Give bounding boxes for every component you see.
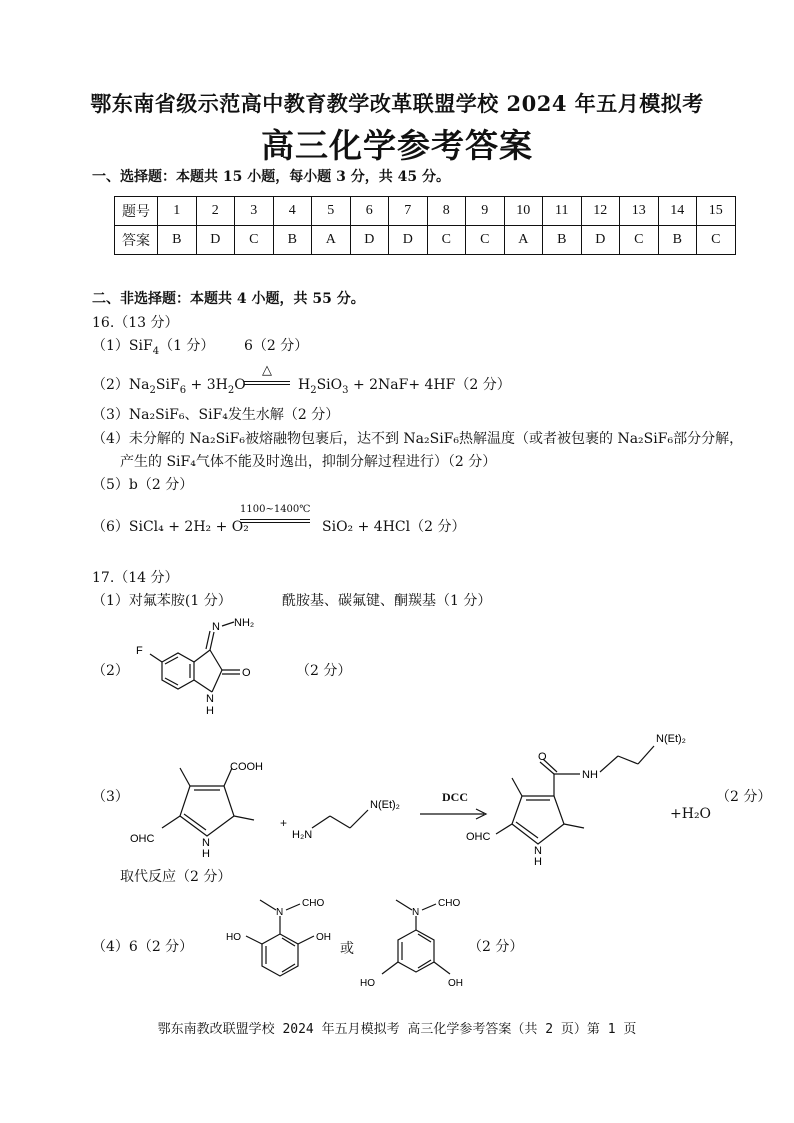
answer-cell: C — [697, 226, 736, 255]
q16-a2-sub2: 6 — [179, 384, 187, 396]
question-number-cell: 7 — [389, 197, 428, 226]
answer-cell: B — [543, 226, 582, 255]
q16-a1-score: （1 分） — [159, 338, 215, 354]
q16-answer-4-line1: （4）未分解的 Na₂SiF₆被熔融物包裹后，达不到 Na₂SiF₆热解温度（或者被包裹的 Na₂SiF₆部分分解， — [92, 431, 744, 447]
structure-product-amide — [460, 726, 700, 870]
isomer1-n-label: N — [276, 907, 284, 918]
q16-a2-prefix: （2）Na — [92, 377, 150, 393]
q17-answer-1-right: 酰胺基、碳氟键、酮羰基（1 分） — [282, 593, 492, 609]
question-number-cell: 3 — [235, 197, 274, 226]
question-number-cell: 10 — [504, 197, 543, 226]
answer-cell: D — [350, 226, 389, 255]
question-number-cell: 11 — [543, 197, 582, 226]
q17-answer-3-score: （2 分） — [716, 789, 772, 805]
q16-a2-right2: SiO — [316, 377, 343, 393]
q17-answer-3-label: （3） — [92, 789, 129, 805]
q16-a2-left3: O — [234, 377, 246, 393]
answer-cell: B — [158, 226, 197, 255]
q16-a2-sub4: 2 — [310, 384, 317, 396]
question-number-row — [115, 197, 736, 226]
answer-cell: B — [273, 226, 312, 255]
q16-title: 16.（13 分） — [92, 315, 179, 331]
answer-cell: A — [312, 226, 351, 255]
product-h-label: H — [534, 856, 542, 866]
q17-answer-4-score: （2 分） — [468, 939, 524, 955]
document-title: 鄂东南省级示范高中教育教学改革联盟学校 2024 年五月模拟考 — [90, 91, 704, 116]
structure-diamine — [290, 780, 410, 854]
q16-a2-sub3: 2 — [227, 384, 235, 396]
q17-answer-4-label: （4）6（2 分） — [92, 939, 194, 955]
question-header-cell: 题号 — [115, 197, 158, 226]
q16-a2-left: SiF — [155, 377, 180, 393]
isomer1-oh-label: OH — [316, 932, 331, 943]
answer-cell: B — [658, 226, 697, 255]
answer-cell: D — [389, 226, 428, 255]
pyrrole-n-label: N — [202, 837, 210, 849]
product-n-label: N — [534, 845, 542, 857]
q16-a2-left2: + 3H — [190, 377, 228, 393]
question-number-cell: 5 — [312, 197, 351, 226]
answer-table — [114, 196, 736, 255]
q17-answer-1-left: （1）对氟苯胺(1 分） — [92, 593, 232, 609]
page-footer: 鄂东南教改联盟学校 2024 年五月模拟考 高三化学参考答案（共 2 页）第 1 页 — [157, 1022, 637, 1037]
q16-a2-right: H — [298, 377, 311, 393]
question-number-cell: 2 — [196, 197, 235, 226]
question-number-cell: 9 — [466, 197, 505, 226]
structure-isomer-1 — [220, 888, 350, 1004]
answer-cell: C — [235, 226, 274, 255]
question-number-cell: 4 — [273, 197, 312, 226]
q16-a2-sub5: 3 — [342, 384, 349, 396]
isomer2-n-label: N — [412, 907, 420, 918]
question-number-cell: 6 — [350, 197, 389, 226]
q16-answer-4-line2: 产生的 SiF₄气体不能及时逸出，抑制分解过程进行）（2 分） — [120, 454, 497, 470]
isomer2-cho-label: CHO — [438, 898, 461, 909]
q16-answer-2 — [92, 374, 246, 396]
h2n-label: H₂N — [292, 829, 313, 841]
isomer2-oh-label: OH — [448, 978, 463, 989]
question-number-cell: 13 — [620, 197, 659, 226]
question-number-cell: 8 — [427, 197, 466, 226]
answer-row — [115, 226, 736, 255]
section2-heading: 二、非选择题：本题共 4 小题，共 55 分。 — [92, 291, 365, 307]
q16-a2-sub1: 2 — [149, 384, 156, 396]
structure-pyrrole-acid — [124, 758, 274, 862]
temperature-label: 1100~1400℃ — [240, 504, 311, 515]
isomer1-cho-label: CHO — [302, 898, 325, 909]
question-number-cell: 14 — [658, 197, 697, 226]
q16-answer-3: （3）Na₂SiF₆、SiF₄发生水解（2 分） — [92, 407, 340, 423]
q17-title: 17.（14 分） — [92, 570, 179, 586]
nh2-label: NH₂ — [234, 617, 255, 629]
q16-a1-sub: 4 — [152, 345, 160, 357]
answer-cell: D — [196, 226, 235, 255]
fluorine-label: F — [136, 645, 143, 657]
plus-sign: + — [280, 816, 288, 830]
isomer2-ho-label: HO — [360, 978, 375, 989]
carbonyl-o-label: O — [242, 667, 251, 679]
q16-answer-5: （5）b（2 分） — [92, 477, 194, 493]
structure-isomer-2 — [356, 888, 476, 1004]
answer-cell: C — [427, 226, 466, 255]
question-number-cell: 15 — [697, 197, 736, 226]
answer-cell: C — [620, 226, 659, 255]
q16-answer-6-right: SiO₂ + 4HCl（2 分） — [322, 519, 466, 535]
q16-answer-1 — [92, 335, 214, 357]
answer-cell: A — [504, 226, 543, 255]
dcc-label: DCC — [442, 790, 468, 804]
q16-a1-label: （1）SiF — [92, 338, 153, 354]
or-text: 或 — [340, 941, 354, 957]
answer-cell: D — [581, 226, 620, 255]
question-number-cell: 12 — [581, 197, 620, 226]
diethylamino-label: N(Et)₂ — [370, 799, 400, 811]
pyrrole-h-label: H — [202, 848, 210, 858]
amide-nh-label: NH — [582, 769, 598, 781]
amide-o-label: O — [538, 751, 547, 763]
section1-heading: 一、选择题：本题共 15 小题，每小题 3 分，共 45 分。 — [92, 169, 450, 185]
imine-n-label: N — [212, 621, 220, 633]
ring-h-label: H — [206, 705, 214, 717]
cooh-label: COOH — [230, 761, 263, 773]
temperature-condition — [240, 504, 310, 523]
heat-condition-arrow — [244, 364, 290, 386]
document-subtitle: 高三化学参考答案 — [261, 126, 533, 165]
product-ohc-label: OHC — [466, 831, 491, 843]
q16-answer-1b: 6（2 分） — [244, 338, 309, 354]
heat-symbol: △ — [262, 363, 272, 378]
q16-a2-right3: + 2NaF+ 4HF（2 分） — [352, 377, 511, 393]
water-byproduct: +H₂O — [670, 806, 712, 822]
q16-answer-6-left: （6）SiCl₄ + 2H₂ + O₂ — [92, 519, 249, 535]
q17-reaction-type: 取代反应（2 分） — [120, 869, 232, 885]
q17-answer-2-label: （2） — [92, 663, 129, 679]
product-diethylamino-label: N(Et)₂ — [656, 733, 686, 745]
ohc-label: OHC — [130, 833, 155, 845]
isomer1-ho-label: HO — [226, 932, 241, 943]
q16-answer-2-right — [298, 374, 511, 396]
structure-hydrazono-oxindole — [126, 612, 296, 726]
answer-header-cell: 答案 — [115, 226, 158, 255]
question-number-cell: 1 — [158, 197, 197, 226]
ring-n-label: N — [206, 693, 214, 705]
q17-answer-2-score: （2 分） — [296, 663, 352, 679]
answer-cell: C — [466, 226, 505, 255]
